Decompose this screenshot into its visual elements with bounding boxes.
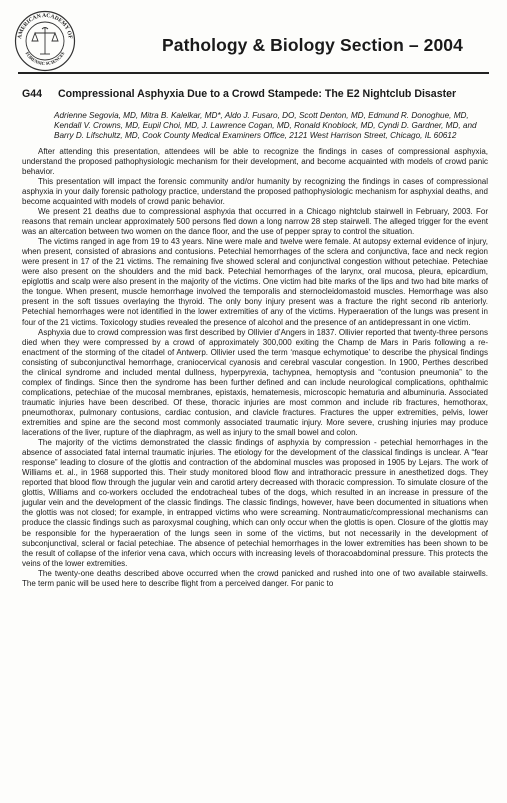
abstract (22, 88, 488, 589)
paragraph-objective: After attending this presentation, attendees will be able to recognize the findings in cases of compressional asphyxia, understand the proposed pathophysiologic mechanism for their development, and become acquainted with models of crowd panic behavior. (22, 146, 488, 176)
header-divider (18, 72, 489, 74)
author-list: Adrienne Segovia, MD, Mitra B. Kalelkar, MD*, Aldo J. Fusaro, DO, Scott Denton, MD, Edmund R. Donoghue, MD, Kendall V. Crowns, MD, Eupil Choi, MD, J. Lawrence Cogan, MD, Ronald Knoblock, MD, Cyndi D. Gardner, MD, and Barry D. Lifschultz, MD, Cook County Medical Examiners Office, 2121 West Harrison Street, Chicago, IL 60612 (54, 110, 477, 141)
paragraph-panic: The twenty-one deaths described above occurred when the crowd panicked and rushed into one of two available stairwells. The term panic will be used here to describe flight from a perceived danger. For panic to (22, 568, 488, 588)
seal-text-top: AMERICAN ACADEMY OF (17, 12, 73, 40)
abstract-title: Compressional Asphyxia Due to a Crowd Stampede: The E2 Nightclub Disaster (58, 88, 457, 100)
abstract-body (22, 147, 488, 589)
paragraph-incident: We present 21 deaths due to compressional asphyxia that occurred in a Chicago nightclub stairwell in February, 2003. For reasons that remain unclear approximately 500 persons fled down a long narrow 28 step stairwell. The alleged trigger for the event was an altercation between two women on the dance floor, and the use of pepper spray to control the situation. (22, 207, 488, 237)
scales-of-justice-icon (32, 27, 58, 54)
paragraph-impact: This presentation will impact the forensic community and/or humanity by recognizing the findings in cases of compressional asphyxia in your daily forensic pathology practice, understand the proposed pathophysiologic mechanism for asphyxial deaths, and become acquainted with models of crowd panic behavior. (22, 176, 488, 206)
seal-text-bottom: FORENSIC SCIENCES (24, 50, 66, 67)
paragraph-history: Asphyxia due to crowd compression was first described by Ollivier d’Angers in 1837. Ollivier reported that twenty-three persons died when they were compressed by a crowd of approximately 300,000 exiting the Champ de Mars in Paris following a re-enactment of the storming of the citadel of Antwerp. Ollivier used the term ‘masque echymotique’ to describe the physical findings consisting of subconjunctival hemorrhage, craniocervical cyanosis and cerebral vascular congestion. In 1900, Perthes described the clinical syndrome and included mental dullness, hyperpyrexia, tachypnea, hemoptysis and “contusion pneumonia” to the complex of findings. Since then the syndrome has been further defined and can include neurological complications, ophthalmic complications, petechiae of the mucosal membranes, epistaxis, hematemesis, microscopic hematuria and albuminuria. Associated traumatic injuries have been described. Of these, thoracic injuries are most common and include rib fractures, hemothorax, pneumothorax, pulmonary contusions, cardiac contusion, and clavicle fractures. Fractures the upper extremities, pelvis, lower extremities and spine are the second most commonly associated traumatic injury. More severe, crushing injuries may produce lacerations of the liver, rupture of the diaphragm, as well as injury to the small bowel and colon. (22, 327, 488, 438)
abstract-heading (22, 88, 488, 102)
abstract-code: G44 (22, 88, 43, 100)
academy-seal-logo (14, 10, 76, 72)
section-title: Pathology & Biology Section – 2004 (162, 35, 463, 55)
paragraph-findings: The victims ranged in age from 19 to 43 years. Nine were male and twelve were female. At autopsy external evidence of injury, when present, consisted of abrasions and contusions. Petechial hemorrhages of the sclera and conjunctiva, face and neck region were present in 17 of the 21 victims. The remaining five showed scleral and conjunctival congestion without petechiae. Petechiae were also present on the shoulders and the mid back. Petechial hemorrhages of the larynx, oral mucosa, pleura, epicardium, epiglottis and scalp were also present in the majority of the victims. One victim had bite marks of the lips and two had bite marks of the tongue. When present, muscle hemorrhage involved the temporalis and sternocleidomastoid muscles. Hemorrhage was also present in the soft tissues overlaying the thyroid. The only bony injury present was a fracture the right second rib anteriorly. Petechial hemorrhages were not identified in the lower extremities of any of the victims. Hyperaeration of the lungs was present in four of the 21 victims. Toxicology studies revealed the presence of alcohol and the presence of an antidepressant in one victim. (22, 237, 488, 327)
paragraph-mechanism: The majority of the victims demonstrated the classic findings of asphyxia by compression - petechial hemorrhages in the absence of associated fatal internal traumatic injuries. The etiology for the development of the classical findings is unclear. A “fear response” leading to closure of the glottis and contraction of the abdominal muscles was proposed in 1905 by Lejars. The work of Williams et. al., in 1968 supported this. Their study monitored blood flow and intrathoracic pressure in anesthetized dogs. They reported that blood flow through the jugular vein and carotid artery decreased with thoracic compression. To simulate closure of the glottis, Williams and co-workers occluded the endotracheal tubes of the dogs, which resulted in an increase in pressure of the jugular vein and the development of the classic findings. The classic findings, however, have been documented in situations when the glottis was not closed; for example, in entrapped victims who were screaming. Nontraumatic/compressional mechanisms can produce the classic findings such as paroxysmal coughing, which can only occur when the glottis is open. Closure of the glottis may be responsible for the hyperaeration of the lungs seen in some of the victims, but not necessarily in the development of subconjunctival, scleral or facial petechiae. The absence of petechial hemorrhages in the lower extremities has been shown to be the result of collapse of the inferior vena cava, which occurs with increasing levels of thoracoabdominal pressure. This protects the veins of the lower extremities. (22, 438, 488, 568)
